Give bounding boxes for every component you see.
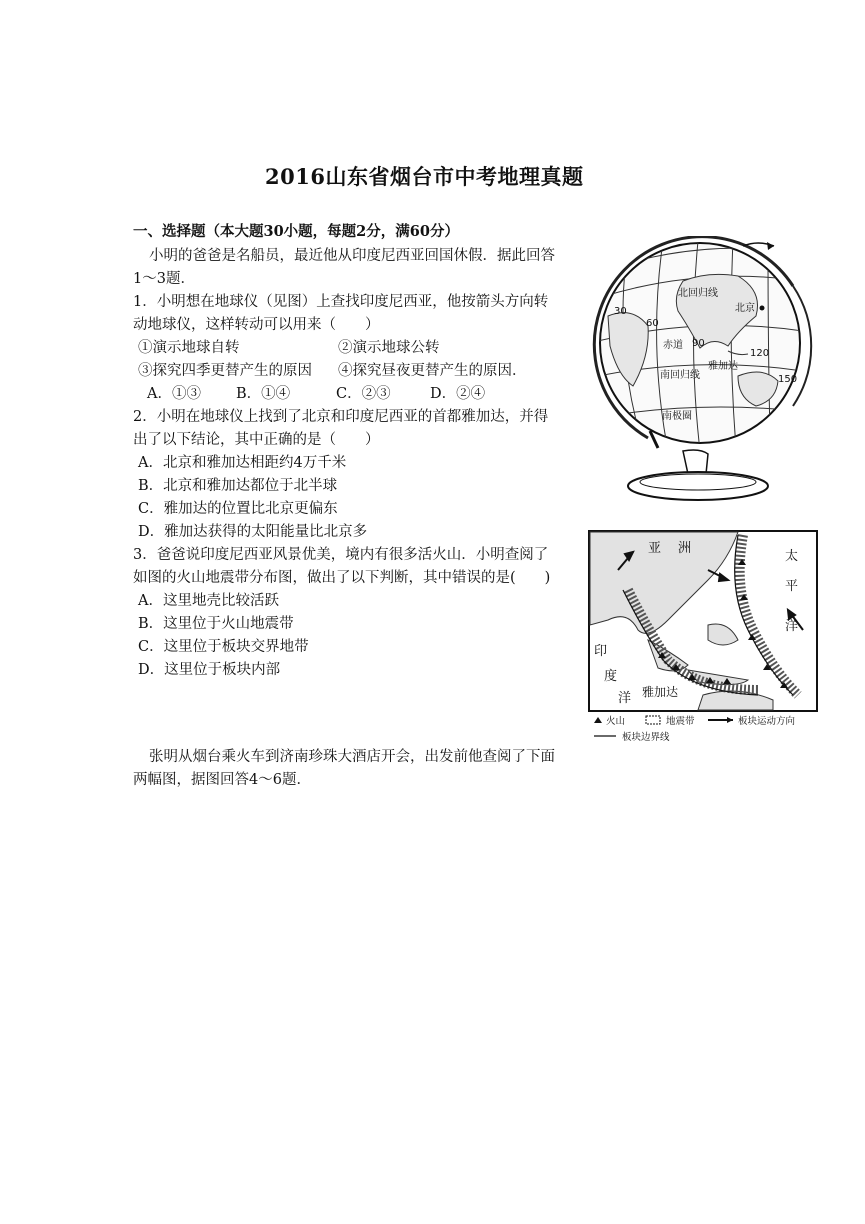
- legend-motion-label: 板块运动方向: [738, 716, 796, 727]
- legend-seismic-icon: [646, 716, 660, 724]
- q1-option-2: ②演示地球公转: [338, 340, 440, 356]
- label-lon-60: 60: [646, 318, 659, 329]
- q2-choice-d: D．雅加达获得的太阳能量比北京多: [138, 524, 368, 540]
- intro2-line-1: 张明从烟台乘火车到济南珍珠大酒店开会，出发前他查阅了下面: [149, 749, 555, 765]
- label-pacific-3: 洋: [785, 619, 799, 634]
- intro-line-2: 1～3题．: [133, 271, 195, 287]
- q2-stem-line-1: 2．小明在地球仪上找到了北京和印度尼西亚的首都雅加达，并得: [133, 409, 549, 425]
- q3-choice-b: B．这里位于火山地震带: [138, 616, 294, 632]
- q1-stem-line-2: 动地球仪，这样转动可以用来（ ）: [133, 317, 380, 333]
- q1-option-3: ③探究四季更替产生的原因: [138, 363, 312, 379]
- q1-choice-a: A．①③: [147, 386, 201, 402]
- label-pacific-1: 太: [785, 549, 799, 564]
- q2-choice-c: C．雅加达的位置比北京更偏东: [138, 501, 338, 517]
- q1-choice-b: B．①④: [236, 386, 291, 402]
- label-lon-150: 150: [778, 374, 798, 385]
- q3-choice-c: C．这里位于板块交界地带: [138, 639, 309, 655]
- beijing-dot: [760, 306, 765, 311]
- q1-choice-c: C．②③: [336, 386, 391, 402]
- label-antarctic: 南极圈: [662, 411, 692, 422]
- q3-choice-a: A．这里地壳比较活跃: [138, 593, 279, 609]
- rotation-arrowhead-icon: [767, 242, 774, 250]
- globe-stand-neck: [683, 450, 708, 474]
- label-indian-2: 度: [604, 669, 618, 684]
- label-lon-90: 90: [692, 338, 705, 349]
- label-jakarta-map: 雅加达: [642, 685, 679, 699]
- label-lon-120: 120: [750, 348, 770, 359]
- globe-figure: [588, 236, 833, 521]
- q3-stem-line-2: 如图的火山地震带分布图，做出了以下判断，其中错误的是( ): [133, 570, 551, 586]
- label-jakarta: 雅加达: [708, 361, 738, 372]
- legend-boundary-label: 板块边界线: [622, 732, 670, 743]
- q2-choice-b: B．北京和雅加达都位于北半球: [138, 478, 338, 494]
- label-asia-2: 洲: [678, 541, 692, 556]
- label-equator: 赤道: [663, 340, 683, 351]
- intro-line-1: 小明的爸爸是名船员，最近他从印度尼西亚回国休假．据此回答: [149, 248, 555, 264]
- legend-seismic-label: 地震带: [666, 716, 695, 727]
- q2-stem-line-2: 出了以下结论，其中正确的是（ ）: [133, 432, 380, 448]
- intro2-line-2: 两幅图，据图回答4～6题．: [133, 772, 311, 788]
- label-tropic-capricorn: 南回归线: [660, 370, 700, 381]
- label-asia-1: 亚: [648, 541, 662, 556]
- legend-motion-arrowhead: [727, 717, 733, 723]
- legend-volcano-label: 火山: [606, 716, 626, 727]
- q1-choice-d: D．②④: [430, 386, 486, 402]
- label-lon-30: 30: [614, 306, 627, 317]
- q1-option-1: ①演示地球自转: [138, 340, 240, 356]
- label-beijing: 北京: [735, 303, 755, 314]
- page-title: 2016山东省烟台市中考地理真题: [265, 164, 584, 189]
- legend-volcano-icon: [594, 717, 602, 723]
- q1-stem-line-1: 1．小明想在地球仪（见图）上查找印度尼西亚，他按箭头方向转: [133, 294, 549, 310]
- q3-stem-line-1: 3．爸爸说印度尼西亚风景优美，境内有很多活火山．小明查阅了: [133, 547, 549, 563]
- volcano-earthquake-map: [588, 530, 820, 745]
- q2-choice-a: A．北京和雅加达相距约4万千米: [138, 455, 347, 471]
- section-heading: 一、选择题（本大题30小题，每题2分，满60分）: [133, 223, 459, 240]
- label-tropic-cancer: 北回归线: [678, 288, 718, 299]
- q1-option-4: ④探究昼夜更替产生的原因．: [338, 363, 527, 379]
- q3-choice-d: D．这里位于板块内部: [138, 662, 281, 678]
- label-indian-1: 印: [594, 644, 608, 659]
- label-indian-3: 洋: [618, 691, 632, 706]
- label-pacific-2: 平: [785, 579, 799, 594]
